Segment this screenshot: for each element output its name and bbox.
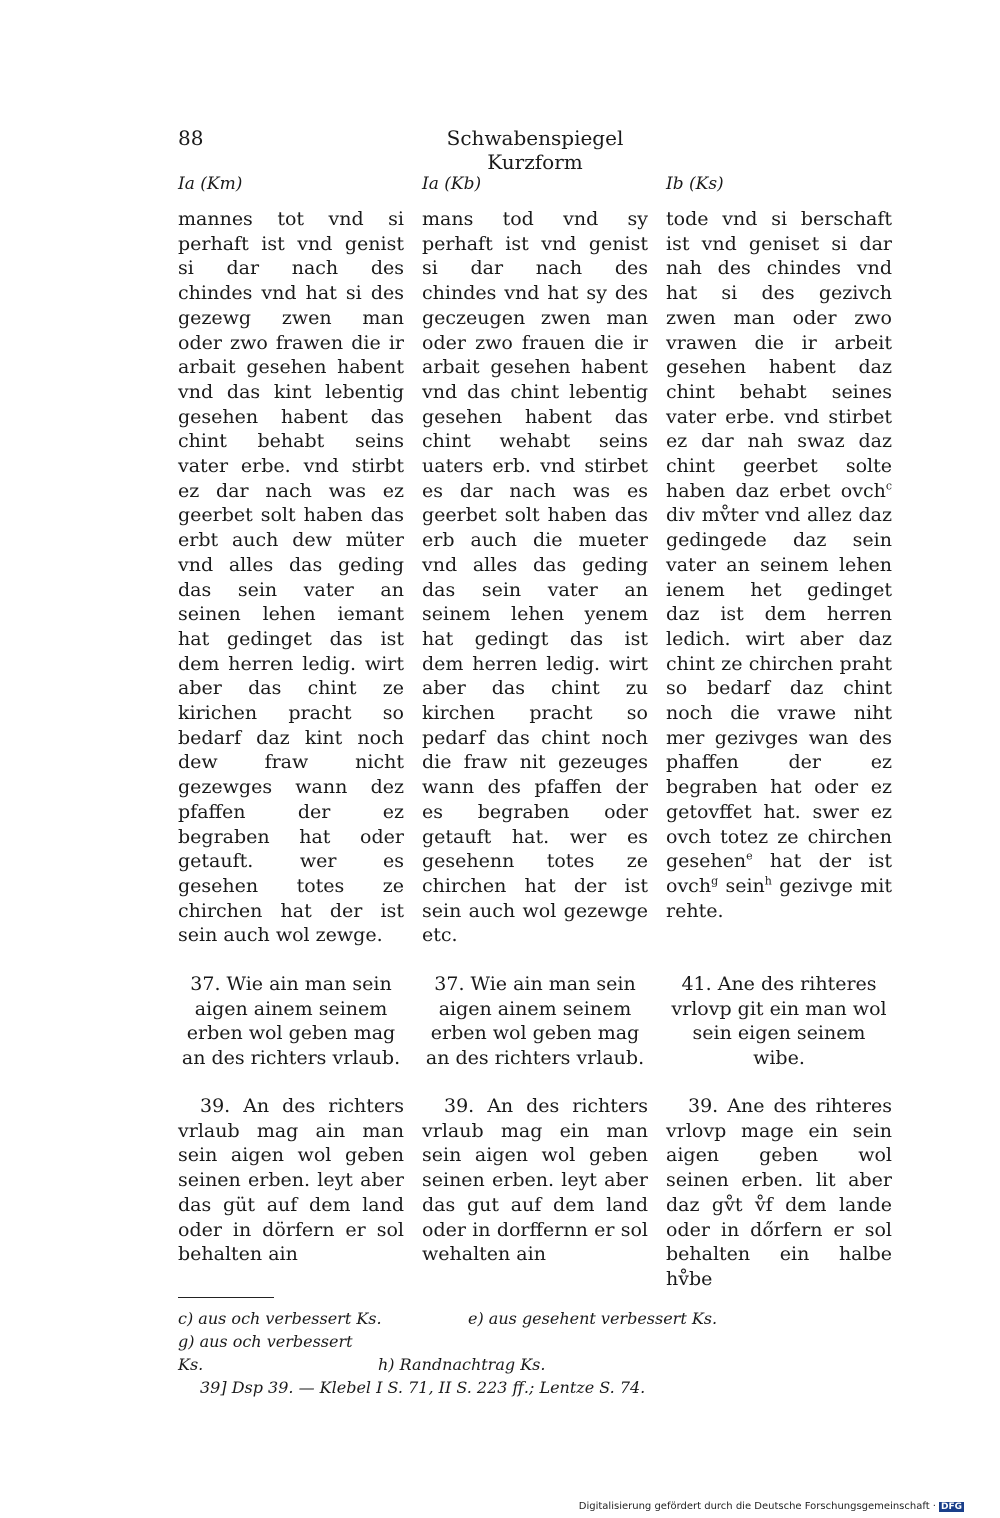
footnote-marker-h: h — [764, 874, 772, 888]
page-number: 88 — [178, 126, 204, 150]
footnote-e: e) aus gesehent verbessert Ks. — [468, 1309, 718, 1328]
footnotes — [178, 1307, 896, 1399]
digitization-credit — [579, 1501, 964, 1512]
paragraph-text: mannes tot vnd si perhaft ist vnd genist si dar nach des chindes vnd hat si des gezewg zwen man oder zwo frawen die ir arbait gesehen habent vnd das kint lebentig gesehen habent das chint behabt seins vater erbe. vnd stirbt ez dar nach was ez geerbet solt haben das erbt auch dew müter vnd alles das geding das sein vater an seinen lehen iemant hat gedinget das ist dem herren ledig. wirt aber das chint ze kirichen pracht so bedarf daz kint noch dew fraw nicht gezewges wann dez pfaffen der ez begraben hat oder getauft. wer es gesehen totes ze chirchen hat der ist sein auch wol zewge. — [178, 208, 404, 947]
rubric-37-km — [178, 972, 404, 1071]
credit-text: Digitalisierung gefördert durch die Deutsche Forschungsgemeinschaft · — [578, 1501, 936, 1512]
text-segment: div mv̊ter vnd allez daz gedingede daz sein vater an seinem lehen ienem het gedinget daz ist dem herren ledich. wirt aber daz chint ze chirchen praht so bedarf daz chint noch die vrawe niht mer gezivges wan des phaffen der ez begraben hat oder ez getovffet hat. swer ez ovch totez ze chirchen gesehen — [666, 504, 892, 873]
rubric-text: 37. Wie ain man sein aigen ainem seinem erben wol geben mag an des richters vrlaub. — [425, 973, 645, 1070]
paragraph-text: mans tod vnd sy perhaft ist vnd genist si dar nach des chindes vnd hat sy des geczeugen zwen man oder zwo frauen die ir arbait gesehen habent vnd das chint lebentig gesehen habent das chint wehabt seins uaters erb. vnd stirbet es dar nach was es geerbet solt haben das erb auch die mueter vnd alles das geding das sein vater an seinem lehen yenem hat gedingt das ist dem herren ledig. wirt aber das chint zu kirchen pracht so pedarf das chint noch die fraw nit gezeuges wann des pfaffen der es begraben oder getauft hat. wer es gesehenn totes ze chirchen hat der ist sein auch wol gezewge etc. — [422, 208, 648, 947]
column-heading-km: Ia (Km) — [178, 174, 243, 194]
column-km-text — [178, 207, 404, 948]
paragraph-text: 39. Ane des rihteres vrlovp mage ein sein aigen geben wol seinen erben. lit aber daz gv̊t v̊f dem lande oder in dőrfern er sol behalten ein halbe hv̊be — [666, 1095, 892, 1290]
rubric-41-ks — [666, 972, 892, 1071]
footnote-divider — [178, 1297, 274, 1298]
paragraph-text: 39. An des richters vrlaub mag ain man sein aigen wol geben seinen erben. leyt aber das güt auf dem land oder in dörfern er sol behalten ain — [178, 1095, 404, 1266]
paragraph-39-ks — [666, 1094, 892, 1292]
column-heading-kb: Ia (Kb) — [422, 174, 482, 194]
reference-note: 39] Dsp 39. — Klebel I S. 71, II S. 223 ff.; Lentze S. 74. — [200, 1378, 646, 1397]
rubric-37-kb — [422, 972, 648, 1071]
text-segment: sein — [718, 874, 765, 897]
paragraph-39-km — [178, 1094, 404, 1267]
rubric-text: 41. Ane des rihteres vrlovp git ein man wol sein eigen seinem wibe. — [671, 973, 887, 1070]
column-ks-text — [666, 207, 892, 923]
column-kb-text — [422, 207, 648, 948]
footnote-line — [178, 1307, 896, 1330]
running-title: Schwabenspiegel Kurzform — [446, 126, 624, 174]
footnote-g: g) aus och verbessert Ks. — [178, 1332, 353, 1374]
text-segment: tode vnd si berschaft ist vnd geniset si dar nah des chindes vnd hat si des gezivch zwen man oder zwo vrawen die ir arbeit gesehen habent daz chint behabt seines vater erbe. vnd stirbet ez dar nah swaz daz chint geerbet solte haben daz erbet ovch — [666, 208, 892, 502]
dfg-logo: DFG — [940, 1502, 962, 1512]
paragraph-39-kb — [422, 1094, 648, 1267]
paragraph-text — [666, 207, 892, 923]
footnote-c: c) aus och verbessert Ks. — [178, 1309, 382, 1328]
footnote-h: h) Randnachtrag Ks. — [378, 1355, 546, 1374]
text-segment: gezivge mit rehte. — [666, 874, 892, 922]
footnote-marker-g: g — [711, 874, 719, 888]
text-segment: hat der ist ovch — [666, 850, 892, 897]
column-heading-ks: Ib (Ks) — [666, 174, 724, 194]
rubric-text: 37. Wie ain man sein aigen ainem seinem erben wol geben mag an des richters vrlaub. — [181, 973, 401, 1070]
footnote-marker-e: e — [746, 849, 753, 863]
footnote-line — [178, 1330, 896, 1376]
footnote-marker-c: c — [885, 479, 892, 493]
paragraph-text: 39. An des richters vrlaub mag ein man sein aigen wol geben seinen erben. leyt aber das gut auf dem land oder in dorffernn er sol wehalten ain — [422, 1095, 648, 1266]
